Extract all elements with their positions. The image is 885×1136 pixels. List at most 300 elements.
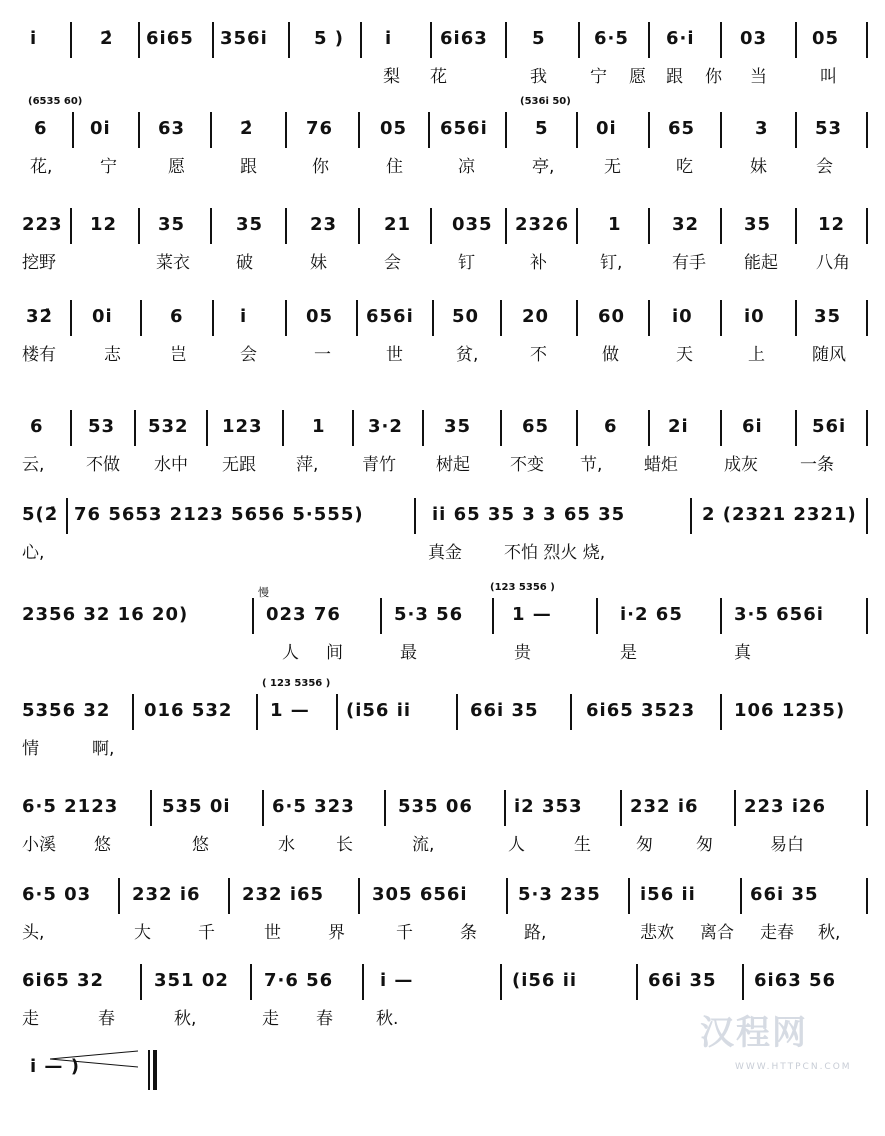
barline: [380, 598, 382, 634]
note-group: 1 —: [512, 604, 552, 625]
lyric: 钉,: [600, 253, 623, 273]
note-group: 532: [148, 416, 189, 437]
note-group: 0i: [596, 118, 617, 139]
lyric: 做: [602, 345, 619, 365]
note-group: 656i: [440, 118, 488, 139]
barline: [70, 300, 72, 336]
notes-row: [0, 790, 885, 830]
lyric: 人: [508, 835, 525, 855]
barline: [262, 790, 264, 826]
lyric: 你: [312, 157, 329, 177]
notes-row: [0, 208, 885, 248]
barline: [576, 410, 578, 446]
barline: [505, 112, 507, 148]
barline: [795, 300, 797, 336]
notes-row: [0, 22, 885, 62]
lyric: 不变: [510, 455, 544, 475]
lyric: 志: [104, 345, 121, 365]
crescendo-hairpin-icon: [50, 1050, 140, 1068]
note-group: i·2 65: [620, 604, 683, 625]
lyric: 水中: [154, 455, 188, 475]
lyric: 世: [386, 345, 403, 365]
note-group: 535 06: [398, 796, 473, 817]
notes-row: [0, 410, 885, 450]
lyric: 破: [236, 253, 253, 273]
note-group: 0i: [90, 118, 111, 139]
barline: [150, 790, 152, 826]
lyric: 悠: [192, 835, 209, 855]
barline: [358, 878, 360, 914]
barline: [430, 22, 432, 58]
note-group: i0: [672, 306, 693, 327]
note-group: i2 353: [514, 796, 583, 817]
note-group: i: [385, 28, 393, 49]
note-group: i0: [744, 306, 765, 327]
note-group: 76: [306, 118, 334, 139]
note-group: 05: [812, 28, 840, 49]
notes-row: [0, 498, 885, 538]
barline: [70, 208, 72, 244]
barline: [282, 410, 284, 446]
lyric: 天: [676, 345, 693, 365]
barline: [690, 498, 692, 534]
lyric: 悠: [94, 835, 111, 855]
lyric: 云,: [22, 455, 45, 475]
barline: [118, 878, 120, 914]
note-group: 12: [818, 214, 846, 235]
final-barline-thick: [153, 1050, 157, 1090]
lyric: 真金: [428, 543, 462, 563]
note-group: 53: [815, 118, 843, 139]
note-group: 6·5 323: [272, 796, 355, 817]
lyric: 愿: [168, 157, 185, 177]
lyric: 世: [264, 923, 281, 943]
barline: [720, 22, 722, 58]
grace-notes: (536i 50): [520, 96, 571, 107]
note-group: 035: [452, 214, 493, 235]
lyric: 会: [384, 253, 401, 273]
barline: [866, 300, 868, 336]
note-group: 5356 32: [22, 700, 111, 721]
note-group: 35: [444, 416, 472, 437]
note-group: 6i: [742, 416, 763, 437]
note-group: 56i: [812, 416, 847, 437]
lyric: 贵: [514, 643, 531, 663]
barline: [576, 208, 578, 244]
lyric: 不: [530, 345, 547, 365]
barline: [740, 878, 742, 914]
barline: [228, 878, 230, 914]
lyric: 路,: [524, 923, 547, 943]
lyric: 岂: [170, 345, 187, 365]
barline: [720, 694, 722, 730]
barline: [336, 694, 338, 730]
note-group: 351 02: [154, 970, 229, 991]
score-system-7: [0, 582, 885, 684]
lyric: 水: [278, 835, 295, 855]
lyric: 易白: [770, 835, 804, 855]
note-group: 232 i6: [132, 884, 201, 905]
note-group: 6i65: [146, 28, 194, 49]
note-group: ii 65 35 3 3 65 35: [432, 504, 626, 525]
note-group: 23: [310, 214, 338, 235]
note-group: 2326: [515, 214, 570, 235]
barline: [720, 208, 722, 244]
note-group: 123: [222, 416, 263, 437]
barline: [250, 964, 252, 1000]
lyric: 叫: [820, 67, 837, 87]
note-group: 6·i: [666, 28, 695, 49]
lyric: 当: [750, 67, 767, 87]
barline: [132, 694, 134, 730]
lyric: 一条: [800, 455, 834, 475]
barline: [500, 300, 502, 336]
barline: [358, 112, 360, 148]
lyric: 蜡炬: [644, 455, 678, 475]
lyrics-row: [0, 152, 885, 182]
note-group: 016 532: [144, 700, 233, 721]
lyric: 花,: [30, 157, 53, 177]
notes-row: [0, 964, 885, 1004]
barline: [866, 112, 868, 148]
note-group: 60: [598, 306, 626, 327]
barline: [430, 208, 432, 244]
note-group: 7·6 56: [264, 970, 334, 991]
barline: [720, 112, 722, 148]
note-group: 12: [90, 214, 118, 235]
notes-row: [0, 582, 885, 638]
barline: [428, 112, 430, 148]
tempo-mark: 慢: [258, 586, 269, 599]
grace-notes: (123 5356 ): [490, 582, 555, 593]
lyric: 挖野: [22, 253, 56, 273]
barline: [492, 598, 494, 634]
lyric: 条: [460, 923, 477, 943]
barline: [210, 208, 212, 244]
lyric: 亭,: [532, 157, 555, 177]
note-group: 50: [452, 306, 480, 327]
note-group: 35: [236, 214, 264, 235]
note-group: 6·5: [594, 28, 629, 49]
barline: [866, 410, 868, 446]
lyric: 菜衣: [156, 253, 190, 273]
note-group: 5·3 56: [394, 604, 464, 625]
note-group: 05: [380, 118, 408, 139]
lyric: 走: [22, 1009, 39, 1029]
note-group: 223 i26: [744, 796, 827, 817]
note-group: 6i65 3523: [586, 700, 696, 721]
barline: [500, 410, 502, 446]
lyric: 不怕 烈火 烧,: [504, 543, 606, 563]
lyrics-row: [0, 538, 885, 568]
grace-notes: (6535 60): [28, 96, 83, 107]
lyric: 春: [98, 1009, 115, 1029]
note-group: 6: [170, 306, 184, 327]
barline: [66, 498, 68, 534]
lyric: 长: [336, 835, 353, 855]
lyrics-row: [0, 734, 885, 764]
lyric: 无: [604, 157, 621, 177]
lyrics-row: [0, 450, 885, 480]
lyric: 头,: [22, 923, 45, 943]
barline: [795, 410, 797, 446]
lyric: 萍,: [296, 455, 319, 475]
note-group: 32̇: [26, 306, 54, 327]
note-group: 2̇: [100, 28, 114, 49]
score-system-6: [0, 498, 885, 584]
note-group: 5(2̇: [22, 504, 59, 525]
lyric: 人: [282, 643, 299, 663]
barline: [506, 878, 508, 914]
barline: [362, 964, 364, 1000]
lyric: 会: [816, 157, 833, 177]
lyric: 妹: [750, 157, 767, 177]
note-group: 6i63 56: [754, 970, 837, 991]
lyric: 心,: [22, 543, 45, 563]
barline: [504, 790, 506, 826]
barline: [206, 410, 208, 446]
barline: [70, 22, 72, 58]
barline: [628, 878, 630, 914]
note-group: i — ): [30, 1056, 80, 1077]
note-group: 35: [158, 214, 186, 235]
lyric: 钉: [458, 253, 475, 273]
barline: [500, 964, 502, 1000]
note-group: 106 1235): [734, 700, 846, 721]
note-group: 3·2: [368, 416, 403, 437]
barline: [720, 410, 722, 446]
lyric: 八角: [816, 253, 850, 273]
lyric: 补: [530, 253, 547, 273]
barline: [505, 22, 507, 58]
lyric: 悲欢: [640, 923, 674, 943]
lyric: 匆: [636, 835, 653, 855]
note-group: 232 i6: [630, 796, 699, 817]
barline: [505, 208, 507, 244]
watermark-logo: 汉程网: [700, 1013, 808, 1053]
note-group: 66i 35: [750, 884, 819, 905]
note-group: 63: [158, 118, 186, 139]
note-group: 65: [668, 118, 696, 139]
lyric: 啊,: [92, 739, 115, 759]
note-group: 66i 35: [470, 700, 539, 721]
note-group: 05: [306, 306, 334, 327]
barline: [256, 694, 258, 730]
lyric: 千: [396, 923, 413, 943]
barline: [795, 112, 797, 148]
note-group: 32: [672, 214, 700, 235]
lyric: 一: [314, 345, 331, 365]
barline: [578, 22, 580, 58]
lyric: 秋.: [376, 1009, 399, 1029]
lyric: 宁愿: [590, 67, 668, 87]
lyrics-row: [0, 248, 885, 278]
note-group: 03: [740, 28, 768, 49]
note-group: 305 656i: [372, 884, 468, 905]
note-group: 1: [608, 214, 622, 235]
score-system-4: [0, 300, 885, 386]
barline: [134, 410, 136, 446]
barline: [720, 598, 722, 634]
lyric: 生: [574, 835, 591, 855]
note-group: 53: [88, 416, 116, 437]
lyric: 楼有: [22, 345, 56, 365]
barline: [620, 790, 622, 826]
note-group: 2̇: [240, 118, 254, 139]
note-group: 2 (2321 2321): [702, 504, 857, 525]
barline: [285, 208, 287, 244]
barline: [866, 598, 868, 634]
lyric: 真: [734, 643, 751, 663]
lyric: 跟: [240, 157, 257, 177]
lyric: 界: [328, 923, 345, 943]
note-group: 656i: [366, 306, 414, 327]
note-group: i —: [380, 970, 414, 991]
note-group: 5 ): [314, 28, 345, 49]
barline: [576, 112, 578, 148]
lyric: 大: [134, 923, 151, 943]
barline: [795, 208, 797, 244]
barline: [648, 300, 650, 336]
barline: [866, 208, 868, 244]
lyrics-row: [0, 918, 885, 948]
note-group: 535 0i: [162, 796, 231, 817]
barline: [734, 790, 736, 826]
score-system-9: [0, 790, 885, 876]
note-group: 20: [522, 306, 550, 327]
score-system-2: [0, 96, 885, 198]
lyric: 梨花: [383, 67, 477, 87]
lyric: 有手: [672, 253, 706, 273]
barline: [252, 598, 254, 634]
barline: [138, 112, 140, 148]
score-system-5: [0, 410, 885, 496]
barline: [648, 112, 650, 148]
lyric: 千: [198, 923, 215, 943]
barline: [576, 300, 578, 336]
lyric: 随风: [812, 345, 846, 365]
note-group: 5: [532, 28, 546, 49]
barline: [432, 300, 434, 336]
lyric: 成灰: [724, 455, 758, 475]
note-group: 6i65 32: [22, 970, 105, 991]
note-group: 6·5 2123: [22, 796, 119, 817]
barline: [570, 694, 572, 730]
lyric: 树起: [436, 455, 470, 475]
lyric: 秋,: [818, 923, 841, 943]
grace-notes: ( 123 5356 ): [262, 678, 331, 689]
score-system-8: [0, 678, 885, 780]
notes-row: [0, 300, 885, 340]
note-group: 2i: [668, 416, 689, 437]
score-system-10: [0, 878, 885, 964]
lyric: 节,: [580, 455, 603, 475]
note-group: 356i: [220, 28, 268, 49]
score-system-3: [0, 208, 885, 294]
barline: [648, 208, 650, 244]
barline: [288, 22, 290, 58]
note-group: i: [30, 28, 38, 49]
barline: [866, 22, 868, 58]
lyric: 是: [620, 643, 637, 663]
lyric: 春: [316, 1009, 333, 1029]
barline: [356, 300, 358, 336]
lyric: 能起: [744, 253, 778, 273]
barline: [866, 498, 868, 534]
lyric: 跟你: [666, 67, 744, 87]
barline: [140, 964, 142, 1000]
note-group: 0i: [92, 306, 113, 327]
note-group: 65: [522, 416, 550, 437]
note-group: 66i 35: [648, 970, 717, 991]
barline: [636, 964, 638, 1000]
note-group: 232 i65: [242, 884, 325, 905]
lyric: 凉: [458, 157, 475, 177]
note-group: i56 ii: [640, 884, 696, 905]
lyric: 最: [400, 643, 417, 663]
note-group: (i56 ii: [346, 700, 412, 721]
lyric: 会: [240, 345, 257, 365]
lyric: 我: [530, 67, 547, 87]
barline: [866, 878, 868, 914]
lyric: 小溪: [22, 835, 56, 855]
note-group: 21: [384, 214, 412, 235]
barline: [352, 410, 354, 446]
note-group: 2356 32 16 20): [22, 604, 189, 625]
barline: [358, 208, 360, 244]
barline: [210, 112, 212, 148]
watermark-url: WWW.HTTPCN.COM: [735, 1062, 852, 1072]
lyric: 走春: [760, 923, 794, 943]
lyric: 间: [326, 643, 343, 663]
barline: [285, 112, 287, 148]
notes-row: [0, 96, 885, 152]
note-group: 6: [34, 118, 48, 139]
lyric: 情: [22, 739, 39, 759]
lyric: 流,: [412, 835, 435, 855]
barline: [422, 410, 424, 446]
note-group: 6: [30, 416, 44, 437]
lyric: 宁: [100, 157, 117, 177]
note-group: 76 5653 2123 5656 5·555): [74, 504, 364, 525]
final-barline-thin: [148, 1050, 150, 1090]
note-group: 5·3 235: [518, 884, 601, 905]
note-group: 3: [755, 118, 769, 139]
barline: [212, 22, 214, 58]
lyric: 住: [386, 157, 403, 177]
note-group: 1 —: [270, 700, 310, 721]
lyric: 贫,: [456, 345, 479, 365]
barline: [456, 694, 458, 730]
lyric: 走: [262, 1009, 279, 1029]
lyric: 吃: [676, 157, 693, 177]
lyric: 离合: [700, 923, 734, 943]
score-system-1: [0, 22, 885, 108]
note-group: (i56 ii: [512, 970, 578, 991]
note-group: i: [240, 306, 248, 327]
barline: [596, 598, 598, 634]
barline: [72, 112, 74, 148]
barline: [414, 498, 416, 534]
lyric: 无跟: [222, 455, 256, 475]
note-group: 223: [22, 214, 63, 235]
barline: [140, 300, 142, 336]
lyric: 不做: [86, 455, 120, 475]
barline: [138, 22, 140, 58]
barline: [360, 22, 362, 58]
note-group: 3·5 656i: [734, 604, 824, 625]
lyric: 上: [748, 345, 765, 365]
